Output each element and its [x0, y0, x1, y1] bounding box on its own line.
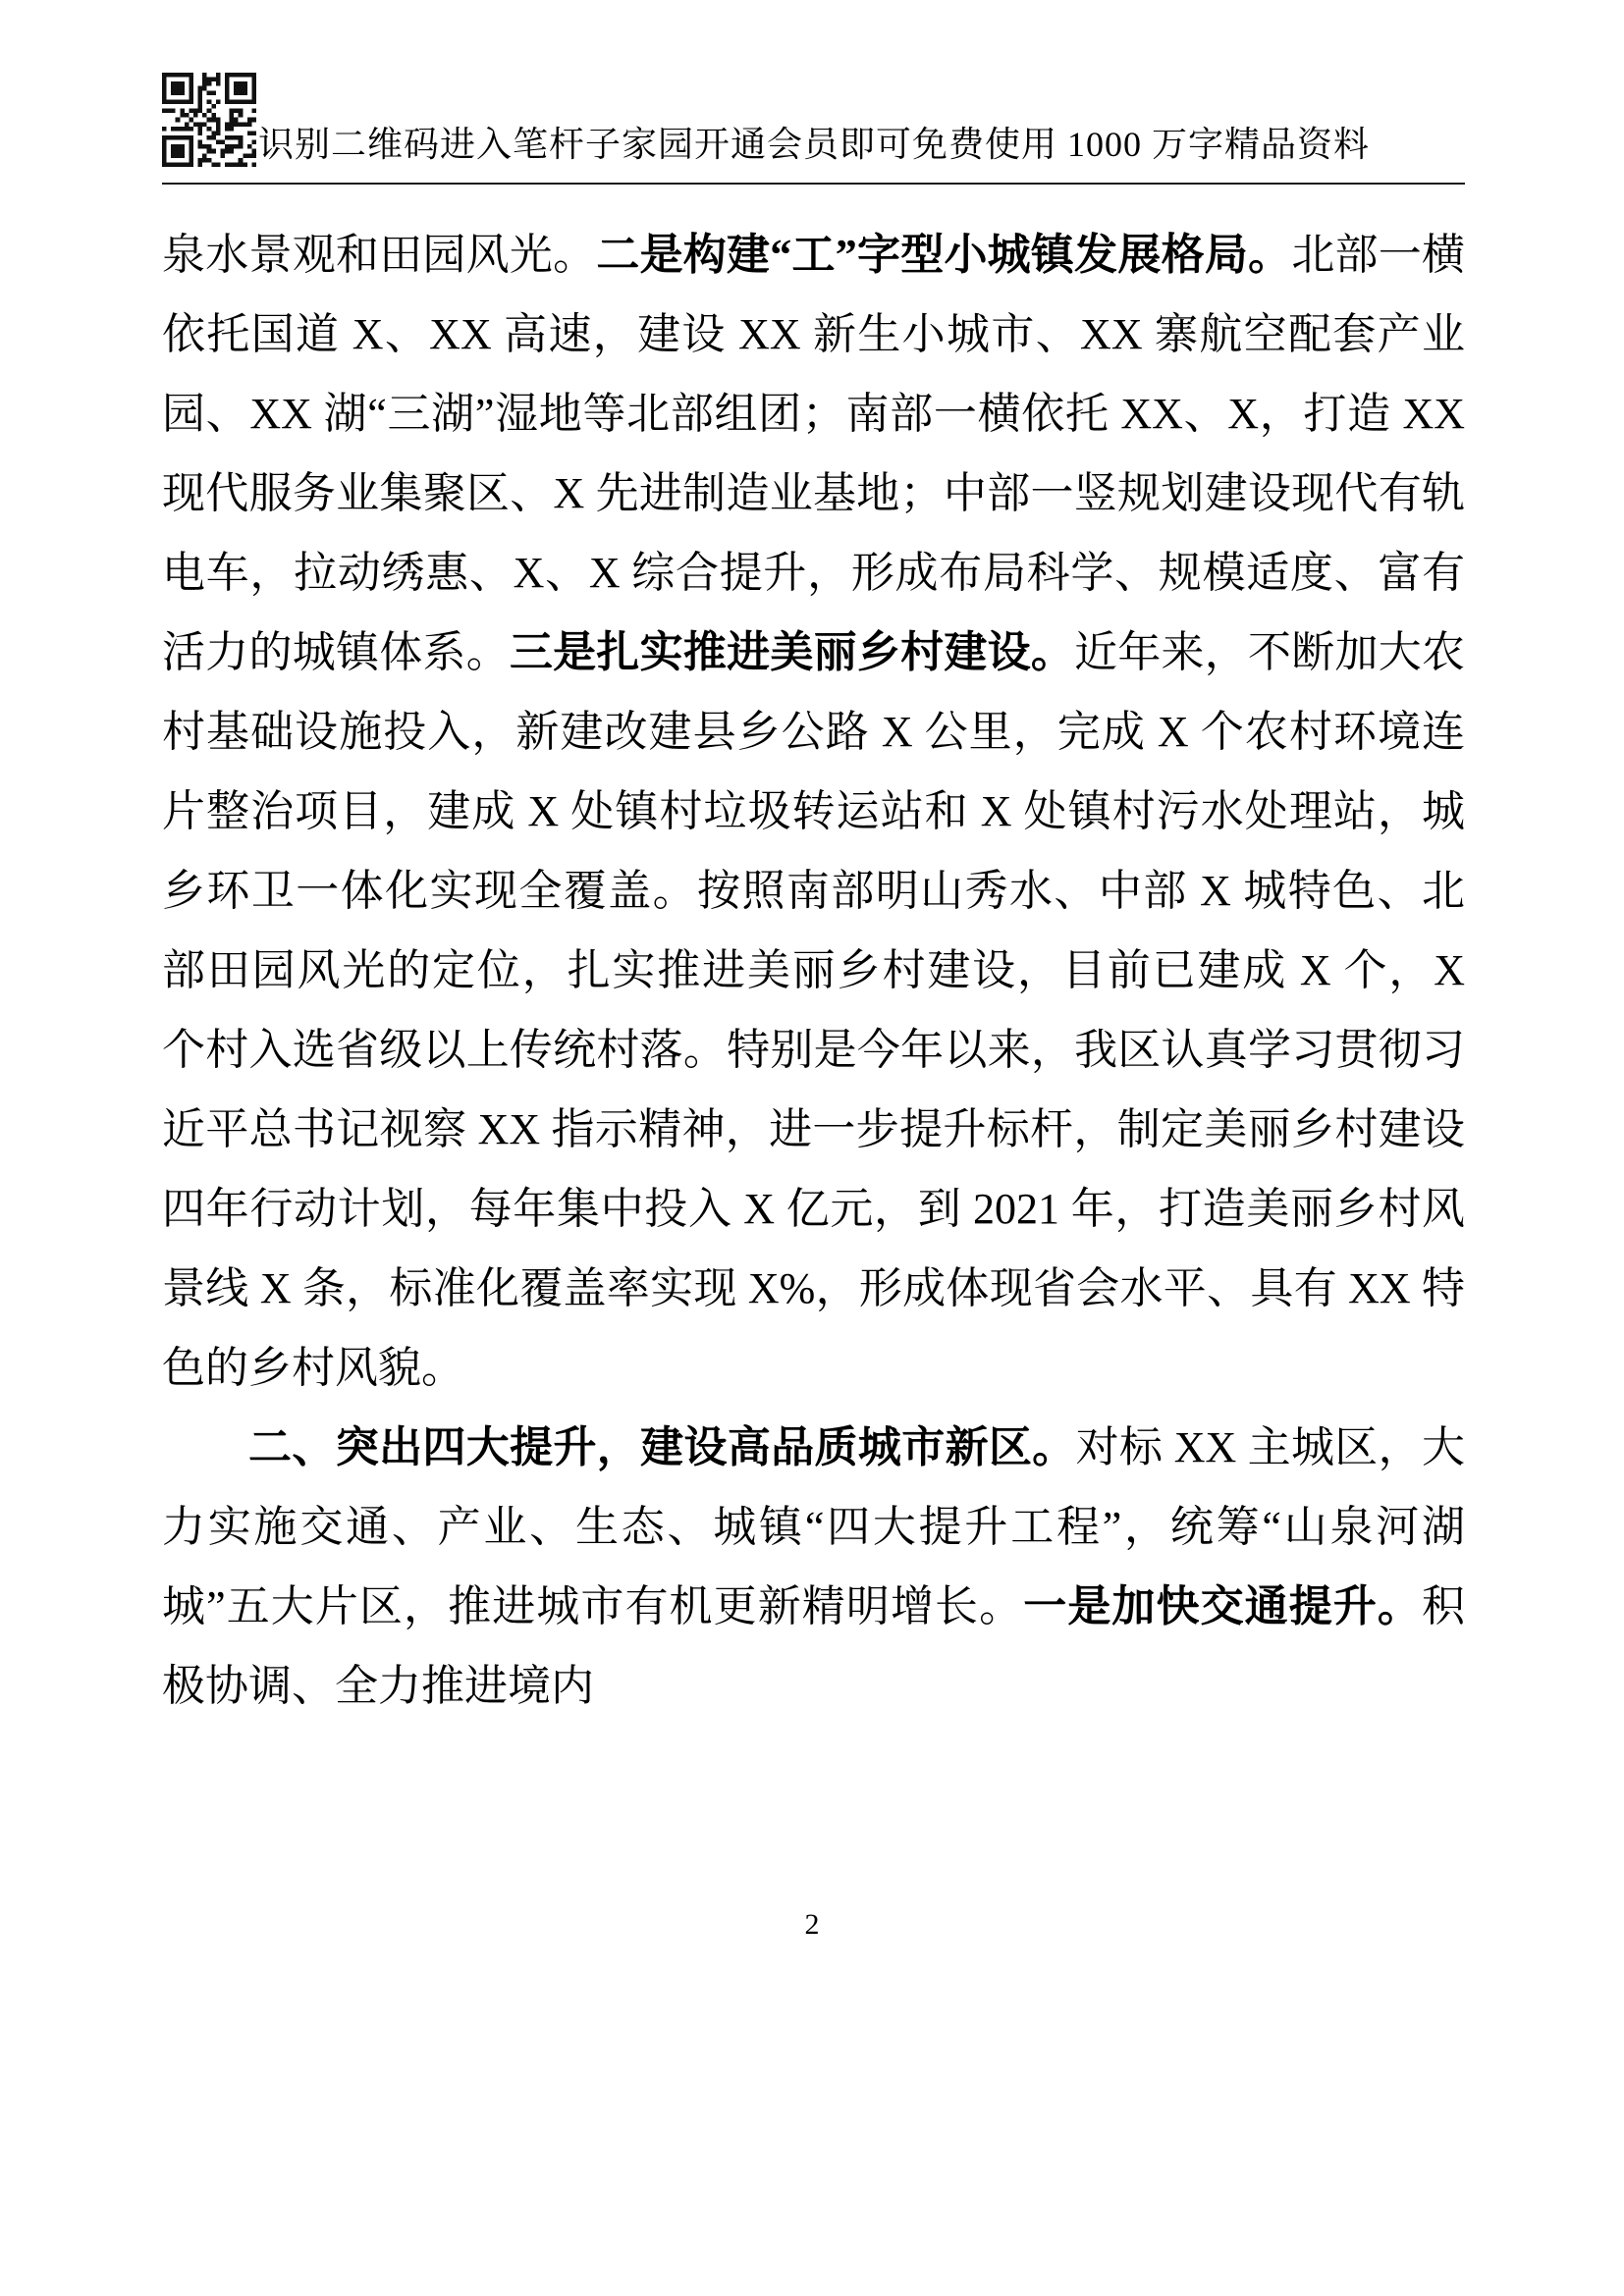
- promo-header: [162, 73, 1465, 185]
- bold-text-run: 二是构建“工”字型小城镇发展格局。: [596, 231, 1292, 279]
- text-run: 积极协调、全力推进境内: [162, 1582, 1465, 1710]
- paragraph: [162, 1408, 1465, 1726]
- page-number: 2: [804, 1908, 820, 1941]
- text-run: 近年来，不断加大农村基础设施投入，新建改建县乡公路 X 公里，完成 X 个农村环境连片整治项目，建成 X 处镇村垃圾转运站和 X 处镇村污水处理站，城乡环卫一体化实现全覆盖。按照南部明山秀水、中部 X 城特色、北部田园风光的定位，扎实推进美丽乡村建设，目前已建成 X 个，X 个村入选省级以上传统村落。特别是今年以来，我区认真学习贯彻习近平总书记视察 XX 指示精神，进一步提升标杆，制定美丽乡村建设四年行动计划，每年集中投入 X 亿元，到 2021 年，打造美丽乡村风景线 X 条，标准化覆盖率实现 X%，形成体现省会水平、具有 XX 特色的乡村风貌。: [162, 628, 1466, 1392]
- bold-text-run: 二、突出四大提升，建设高品质城市新区。: [248, 1423, 1076, 1471]
- bold-text-run: 一是加快交通提升。: [1023, 1582, 1422, 1630]
- qr-code-image: [162, 73, 256, 167]
- text-run: 北部一横依托国道 X、XX 高速，建设 XX 新生小城市、XX 寨航空配套产业园、XX 湖“三湖”湿地等北部组团；南部一横依托 XX、X，打造 XX 现代服务业集聚区、X 先进制造业基地；中部一竖规划建设现代有轨电车，拉动绣惠、X、X 综合提升，形成布局科学、规模适度、富有活力的城镇体系。: [162, 231, 1466, 676]
- paragraph: [162, 215, 1465, 1408]
- text-run: 泉水景观和田园风光。: [162, 231, 597, 279]
- bold-text-run: 三是扎实推进美丽乡村建设。: [509, 628, 1075, 676]
- document-body: [162, 215, 1465, 1726]
- promo-text: 识别二维码进入笔杆子家园开通会员即可免费使用 1000 万字精品资料: [258, 124, 1371, 164]
- text-run: 对标 XX 主城区，大力实施交通、产业、生态、城镇“四大提升工程”，统筹“山泉河湖城”五大片区，推进城市有机更新精明增长。: [162, 1423, 1465, 1630]
- qr-code-icon: [162, 73, 256, 167]
